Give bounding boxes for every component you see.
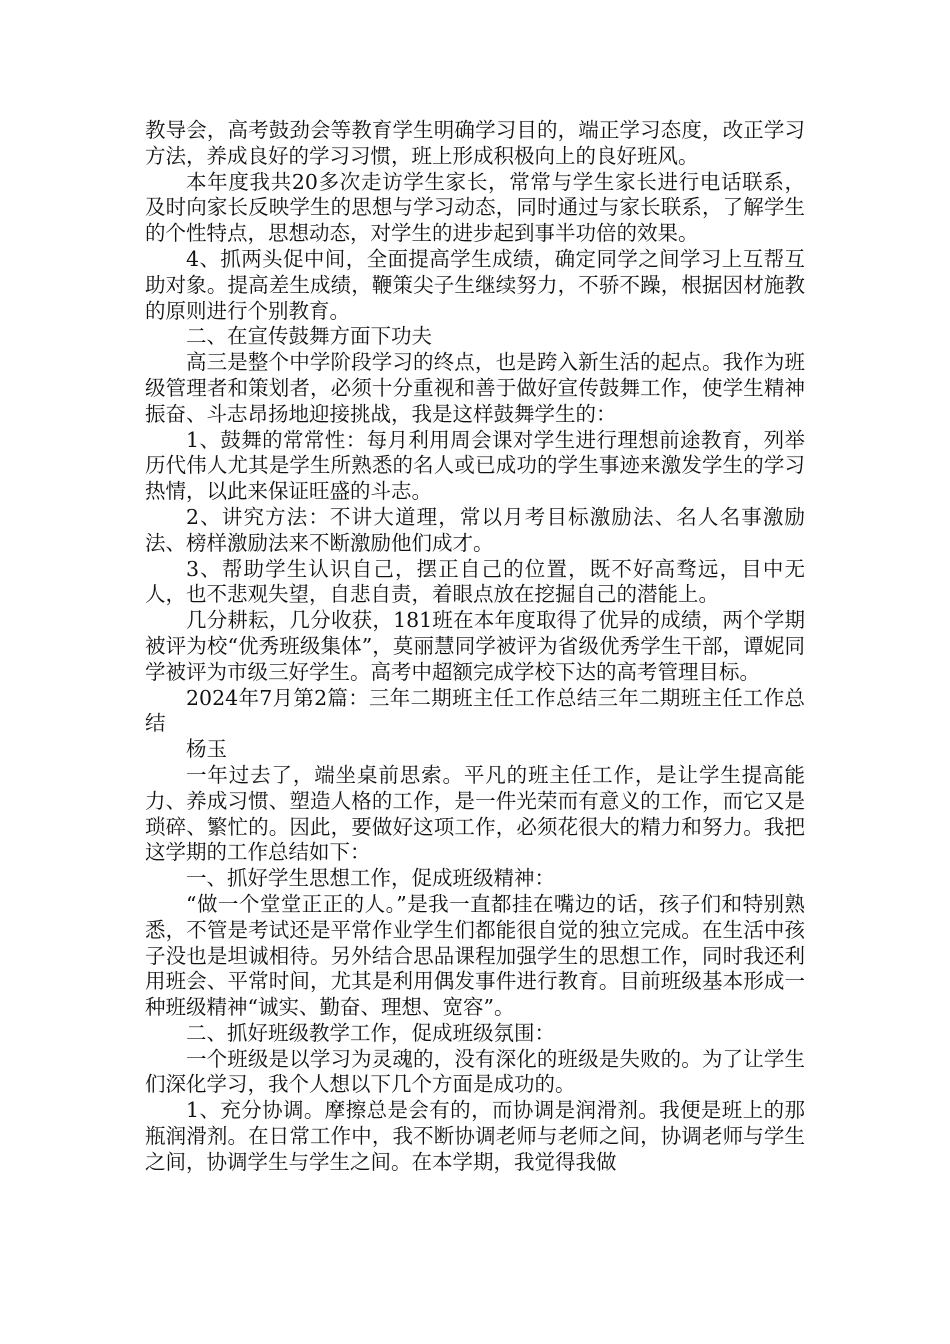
section-heading: 一、抓好学生思想工作，促成班级精神：: [186, 866, 555, 891]
paragraph: 一年过去了，端坐桌前思索。平凡的班主任工作，是让学生提高能力、养成习惯、塑造人格的工作，是一件光荣而有意义的工作，而它又是琐碎、繁忙的。因此，要做好这项工作，必须花很大的精力和努力。我把这学期的工作总结如下：: [145, 762, 805, 865]
paragraph: 教导会，高考鼓劲会等教育学生明确学习目的，端正学习态度，改正学习方法，养成良好的学习习惯，班上形成积极向上的良好班风。: [145, 118, 805, 168]
paragraph: 一个班级是以学习为灵魂的，没有深化的班级是失败的。为了让学生们深化学习，我个人想以下几个方面是成功的。: [145, 1046, 805, 1097]
article-title: 2024年7月第2篇：三年二期班主任工作总结三年二期班主任工作总结: [145, 685, 805, 736]
author-name: 杨玉: [186, 737, 227, 762]
paragraph: 本年度我共20多次走访学生家长，常常与学生家长进行电话联系，及时向家长反映学生的思想与学习动态，同时通过与家长联系，了解学生的个性特点，思想动态，对学生的进步起到事半功倍的效果。: [145, 169, 805, 246]
section-heading: 二、抓好班级教学工作，促成班级氛围：: [186, 1020, 555, 1045]
section-heading: 二、在宣传鼓舞方面下功夫: [186, 324, 432, 349]
paragraph: “做一个堂堂正正的人。”是我一直都挂在嘴边的话，孩子们和特别熟悉，不管是考试还是平常作业学生们都能很自觉的独立完成。在生活中孩子没也是坦诚相待。另外结合思品课程加强学生的思想工作，同时我还利用班会、平常时间，尤其是利用偶发事件进行教育。目前班级基本形成一种班级精神“诚实、勤奋、理想、宽容”。: [145, 891, 805, 1020]
paragraph: 1、鼓舞的常常性：每月利用周会课对学生进行理想前途教育，列举历代伟人尤其是学生所熟悉的名人或已成功的学生事迹来激发学生的学习热情，以此来保证旺盛的斗志。: [145, 427, 805, 504]
paragraph: 高三是整个中学阶段学习的终点，也是跨入新生活的起点。我作为班级管理者和策划者，必须十分重视和善于做好宣传鼓舞工作，使学生精神振奋、斗志昂扬地迎接挑战，我是这样鼓舞学生的：: [145, 350, 805, 426]
paragraph: 3、帮助学生认识自己，摆正自己的位置，既不好高骛远，目中无人，也不悲观失望，自悲自责，着眼点放在挖掘自己的潜能上。: [145, 556, 805, 607]
paragraph: 1、充分协调。摩擦总是会有的，而协调是润滑剂。我便是班上的那瓶润滑剂。在日常工作中，我不断协调老师与老师之间，协调老师与学生之间，协调学生与学生之间。在本学期，我觉得我做: [145, 1098, 805, 1174]
paragraph: 4、抓两头促中间，全面提高学生成绩，确定同学之间学习上互帮互助对象。提高差生成绩，鞭策尖子生继续努力，不骄不躁，根据因材施教的原则进行个别教育。: [145, 246, 805, 323]
paragraph: 2、讲究方法：不讲大道理，常以月考目标激励法、名人名事激励法、榜样激励法来不断激励他们成才。: [145, 504, 805, 555]
document-page: [145, 118, 805, 1176]
paragraph: 几分耕耘，几分收获，181班在本年度取得了优异的成绩，两个学期被评为校“优秀班级集体”，莫丽慧同学被评为省级优秀学生干部，谭妮同学被评为市级三好学生。高考中超额完成学校下达的高考管理目标。: [145, 608, 805, 684]
